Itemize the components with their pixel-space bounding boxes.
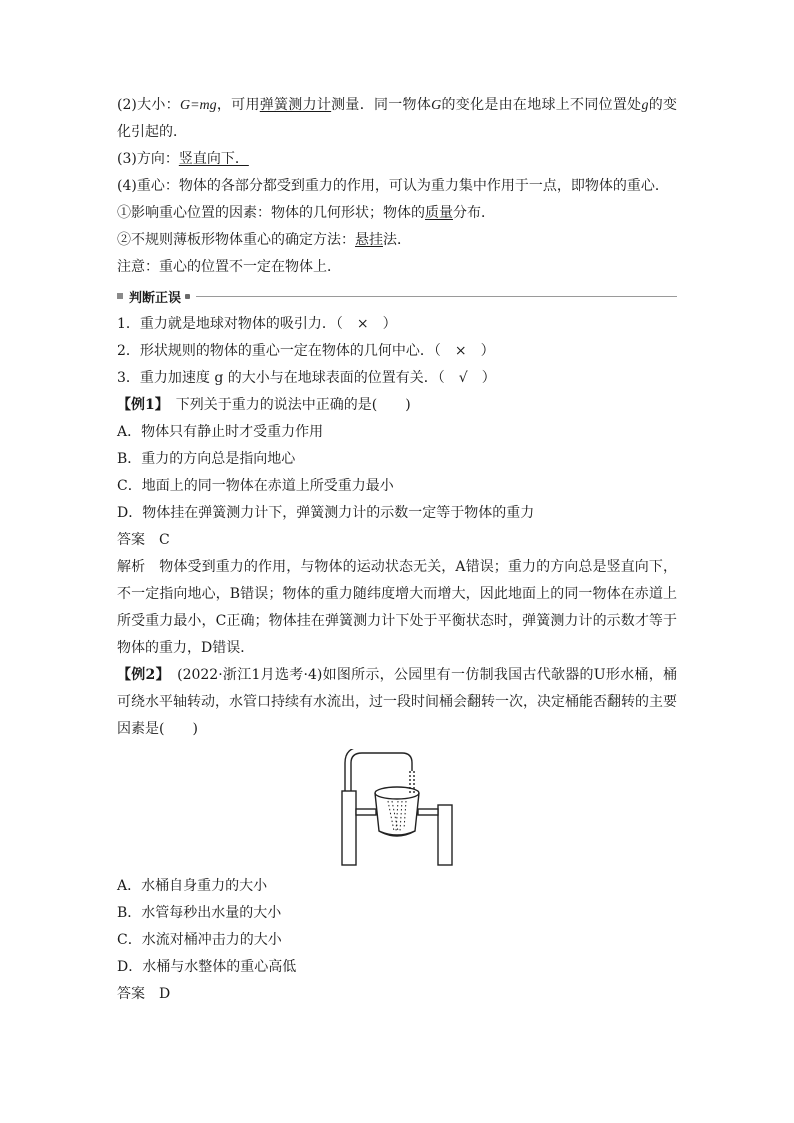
center-factor-line	[117, 200, 677, 227]
example1-option-d: D．物体挂在弹簧测力计下，弹簧测力计的示数一定等于物体的重力	[117, 505, 535, 521]
judgment-item: 3．重力加速度 g 的大小与在地球表面的位置有关．（ √ ）	[117, 370, 496, 386]
example2-option-c: C．水流对桶冲击力的大小	[117, 932, 282, 948]
section-title: 判断正误	[129, 290, 182, 306]
document-page	[117, 92, 677, 1008]
method-suffix: 法．	[383, 232, 411, 248]
example1-answer: 答案 C	[117, 532, 170, 548]
center-method-line	[117, 227, 677, 254]
factor-prefix: ①影响重心位置的因素：物体的几何形状；物体的	[117, 205, 425, 221]
gravity-formula: G=mg	[179, 98, 217, 113]
size-mid: ，可用	[216, 97, 260, 113]
section-divider	[196, 296, 677, 297]
size-tail: 的变化是由在地球上不同位置处	[441, 97, 642, 113]
judgment-item: 2．形状规则的物体的重心一定在物体的几何中心．（ × ）	[117, 343, 495, 359]
example2-text: (2022·浙江1月选考·4)如图所示，公园里有一仿制我国古代欹器的U形水桶，桶可绕水平轴转动，水管口持续有水流出，过一段时间桶会翻转一次，决定桶能否翻转的主要因素是( )	[117, 667, 677, 737]
u-bucket-diagram	[332, 749, 462, 867]
factor-suffix: 分布．	[453, 205, 495, 221]
example1-text: 下列关于重力的说法中正确的是( )	[161, 397, 411, 413]
example2-tag: 【例2】	[117, 667, 163, 683]
judgment-section-header	[117, 281, 677, 311]
direction-line	[117, 146, 677, 173]
factor-underlined: 质量	[425, 205, 453, 221]
judgment-item: 1．重力就是地球对物体的吸引力．（ × ）	[117, 316, 397, 332]
section-dot-icon	[185, 294, 190, 299]
example2-question	[117, 662, 677, 743]
center-note: 注意：重心的位置不一定在物体上．	[117, 259, 341, 275]
spring-scale-term: 弹簧测力计	[259, 97, 332, 113]
size-prefix: (2)大小：	[117, 97, 180, 113]
section-square-icon	[117, 293, 123, 299]
center-definition: (4)重心：物体的各部分都受到重力的作用，可认为重力集中作用于一点，即物体的重心．	[117, 178, 669, 194]
direction-value: 竖直向下．	[178, 151, 249, 167]
size-end: 的变化引起的．	[117, 97, 678, 140]
example1-tag: 【例1】	[117, 397, 162, 413]
example2-option-d: D．水桶与水整体的重心高低	[117, 959, 297, 975]
bucket-figure	[117, 749, 677, 867]
example1-question	[117, 392, 677, 419]
g-symbol: g	[641, 98, 649, 113]
example1-analysis: 解析 物体受到重力的作用，与物体的运动状态无关，A错误；重力的方向总是竖直向下，不一定指向地心，B错误；物体的重力随纬度增大而增大，因此地面上的同一物体在赤道上所受重力最小，C正确；物体挂在弹簧测力计下处于平衡状态时，弹簧测力计的示数才等于物体的重力，D错误．	[117, 559, 677, 656]
method-underlined: 悬挂	[355, 232, 383, 248]
direction-prefix: (3)方向：	[117, 151, 179, 167]
example2-answer: 答案 D	[117, 986, 171, 1002]
example1-option-b: B．重力的方向总是指向地心	[117, 451, 296, 467]
example1-option-a: A．物体只有静止时才受重力作用	[117, 424, 324, 440]
example2-option-a: A．水桶自身重力的大小	[117, 878, 268, 894]
example1-option-c: C．地面上的同一物体在赤道上所受重力最小	[117, 478, 394, 494]
size-paragraph	[117, 92, 677, 146]
method-prefix: ②不规则薄板形物体重心的确定方法：	[117, 232, 355, 248]
example2-option-b: B．水管每秒出水量的大小	[117, 905, 282, 921]
gravity-symbol: G	[431, 98, 442, 113]
size-after-tool: 测量．同一物体	[331, 97, 432, 113]
